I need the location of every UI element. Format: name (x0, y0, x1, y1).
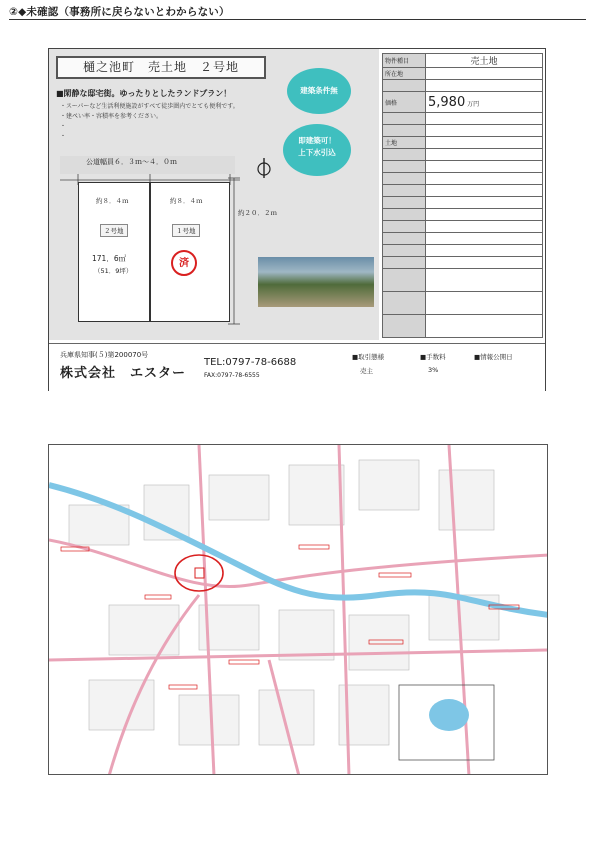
no-build-condition-badge: 建築条件無 (287, 68, 351, 114)
fee-value: 3% (428, 366, 439, 374)
price-label: 価格 (383, 92, 426, 113)
table-row (383, 233, 543, 245)
location-label: 所在地 (383, 68, 426, 80)
map-pond (429, 699, 469, 731)
fee-label: ■手数料 (420, 353, 446, 361)
page-heading: ②◆未確認（事務所に戻らないとわからない） (9, 6, 230, 18)
phone-number: TEL:0797-78-6688 (204, 357, 297, 368)
type-value: 売土地 (426, 54, 543, 68)
lot-1-frontage: 約８．４ｍ (170, 197, 203, 205)
price-value: 5,980 (428, 94, 466, 110)
table-row (383, 209, 543, 221)
lot-2-area: 171．6㎡ (92, 254, 127, 263)
flyer-subtitle: ■閑静な邸宅街。ゆったりとしたランドプラン！ (56, 89, 232, 98)
feature-item: ・ (60, 133, 67, 140)
table-row (383, 173, 543, 185)
location-value (426, 68, 543, 80)
property-photo (258, 257, 374, 307)
price-cell (426, 92, 543, 113)
build-ready-line2: 上下水引込 (298, 148, 336, 157)
flyer-title: 樋之池町 売土地 ２号地 (56, 56, 266, 79)
location-map (48, 444, 548, 775)
table-row (383, 149, 543, 161)
heading-divider (9, 19, 586, 20)
transaction-type-label: ■取引態様 (352, 353, 385, 361)
land-area-label: 土地 (383, 137, 426, 149)
table-row (383, 125, 543, 137)
feature-item: ・ (60, 123, 67, 130)
price-unit: 万円 (467, 100, 480, 108)
table-row (383, 315, 543, 338)
map-drawing (49, 445, 548, 775)
table-row (383, 113, 543, 125)
table-row (383, 92, 543, 113)
publish-date-label: ■情報公開日 (474, 353, 513, 361)
table-row (383, 245, 543, 257)
table-row (383, 185, 543, 197)
build-ready-line1: 即建築可！ (298, 136, 336, 145)
lot-2-frontage: 約８．４ｍ (96, 197, 129, 205)
table-row (383, 292, 543, 315)
table-row (383, 221, 543, 233)
lot-1-name: １号地 (172, 224, 200, 237)
type-label: 物件種目 (383, 54, 426, 68)
sold-stamp: 済 (171, 250, 197, 276)
feature-item: ・スーパーなど生活利便施設がすべて徒歩圏内でとても便利です。 (60, 103, 239, 110)
depth-label: 約２０．２ｍ (238, 209, 277, 217)
table-row (383, 80, 543, 92)
table-row (383, 161, 543, 173)
company-name: 株式会社 エスター (60, 366, 187, 381)
lot-2-name: ２号地 (100, 224, 128, 237)
property-info-table (382, 53, 543, 338)
build-ready-badge (283, 124, 351, 176)
table-row (383, 137, 543, 149)
feature-item: ・建ぺい率・容積率を参考ください。 (60, 113, 163, 120)
table-row (383, 257, 543, 269)
fax-number: FAX:0797-78-6555 (204, 372, 260, 379)
road-width-label: 公道幅員６．３ｍ～４．０ｍ (86, 158, 177, 166)
license-number: 兵庫県知事(５)第200070号 (60, 351, 149, 359)
transaction-type-value: 売主 (360, 367, 373, 375)
table-row (383, 68, 543, 80)
table-row (383, 54, 543, 68)
lot-2-area-tsubo: （51．9坪） (94, 267, 133, 275)
table-row (383, 269, 543, 292)
table-row (383, 197, 543, 209)
